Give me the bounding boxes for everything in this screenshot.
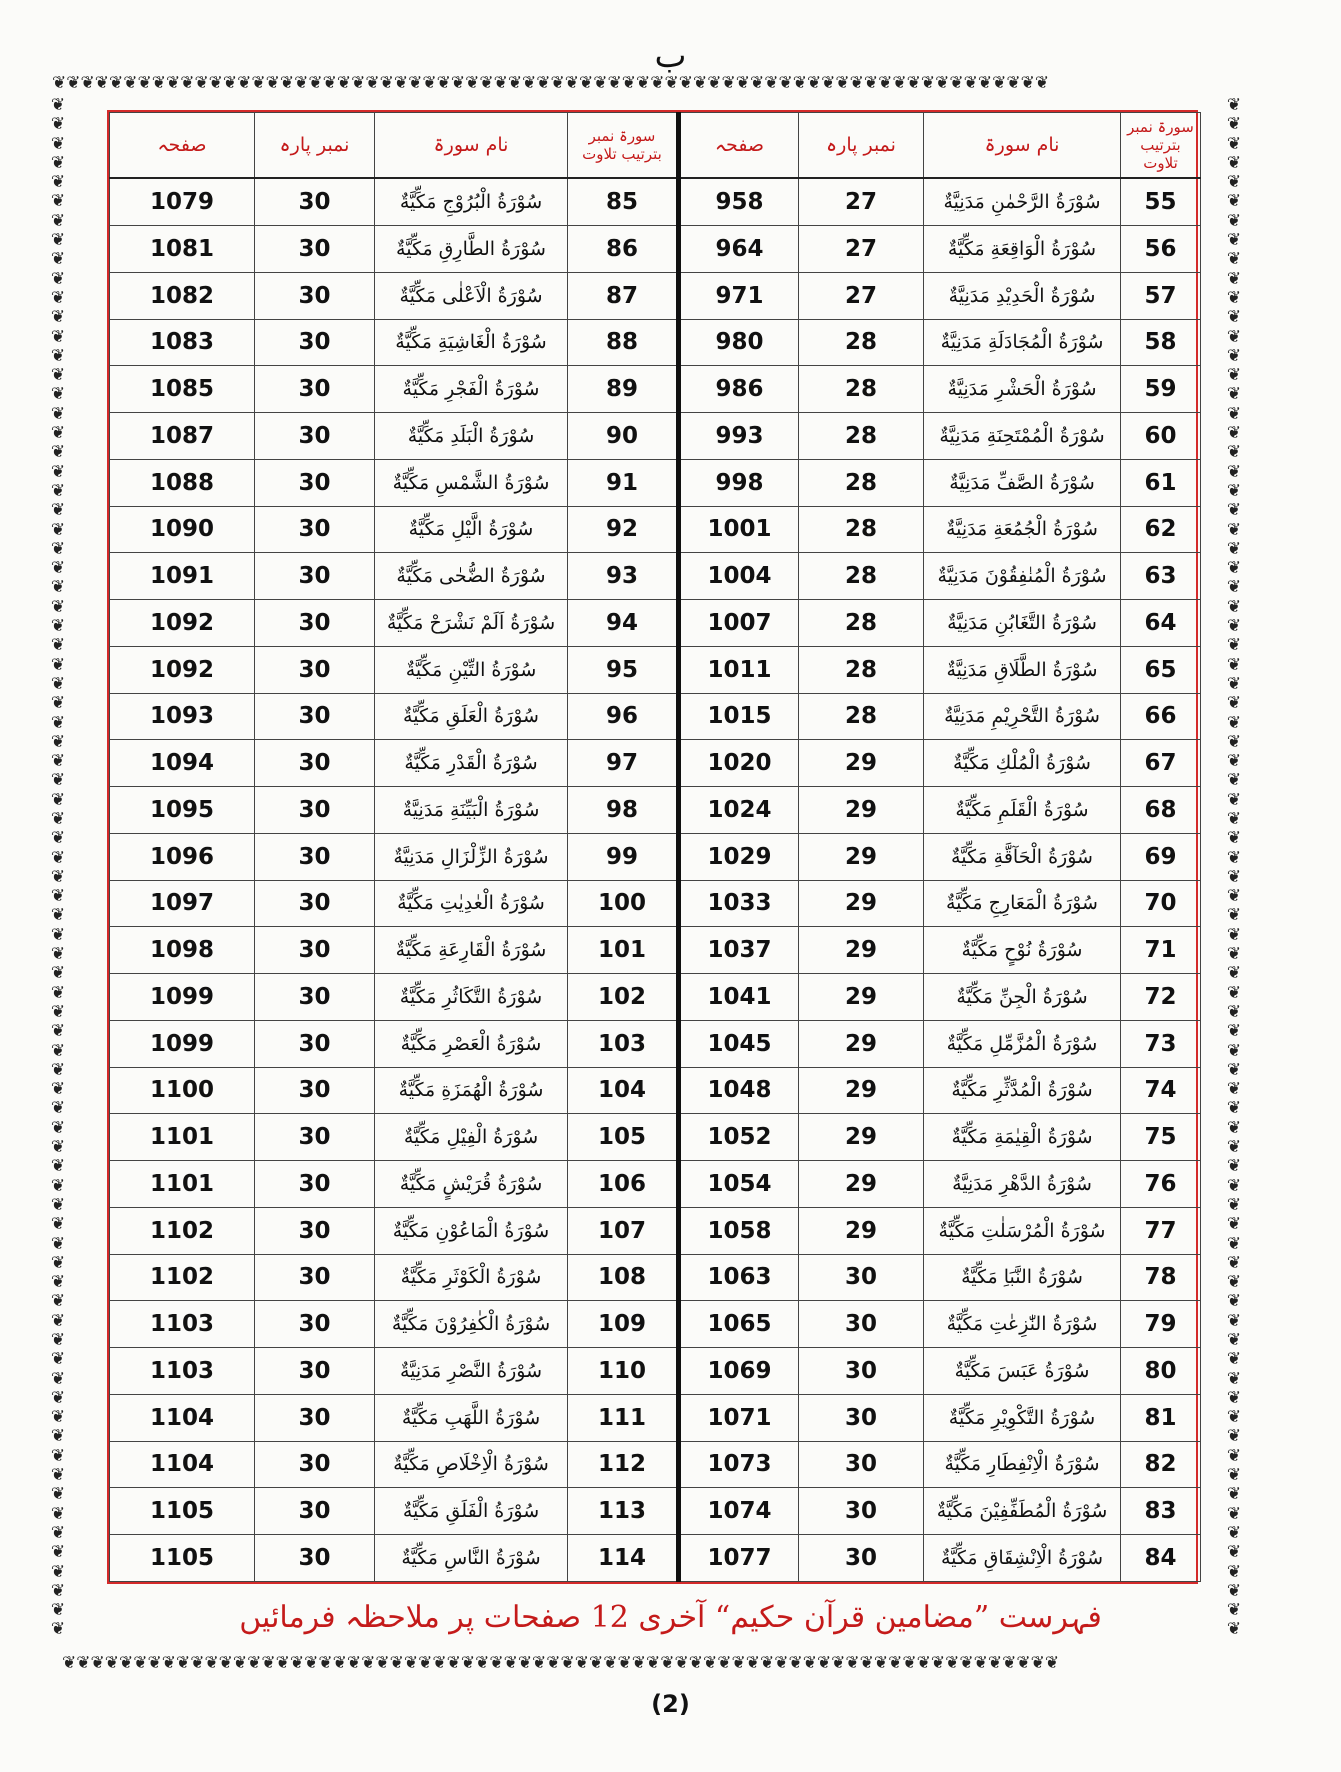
table-row <box>110 1067 1201 1114</box>
cell-name-left: سُوْرَةُ الْمَاعُوْنِ مَكِّيَّةٌ <box>375 1207 568 1254</box>
cell-para-right: 28 <box>799 693 924 740</box>
cell-name-left: سُوْرَةُ الْبَلَدِ مَكِّيَّةٌ <box>375 413 568 460</box>
cell-number-left: 109 <box>568 1301 679 1348</box>
cell-page-right: 1011 <box>679 646 799 693</box>
cell-page-left: 1104 <box>110 1441 255 1488</box>
cell-name-left: سُوْرَةُ الْكٰفِرُوْنَ مَكِّيَّةٌ <box>375 1301 568 1348</box>
cell-name-left: سُوْرَةُ الضُّحٰى مَكِّيَّةٌ <box>375 553 568 600</box>
cell-name-right: سُوْرَةُ التَّغَابُنِ مَدَنِيَّةٌ <box>924 600 1121 647</box>
cell-name-left: سُوْرَةُ الْقَدْرِ مَكِّيَّةٌ <box>375 740 568 787</box>
cell-page-left: 1079 <box>110 178 255 226</box>
cell-page-left: 1091 <box>110 553 255 600</box>
cell-number-left: 93 <box>568 553 679 600</box>
cell-name-left: سُوْرَةُ الْاَعْلٰى مَكِّيَّةٌ <box>375 272 568 319</box>
cell-number-left: 102 <box>568 974 679 1021</box>
table-row <box>110 693 1201 740</box>
cell-page-right: 964 <box>679 226 799 273</box>
table-row <box>110 1301 1201 1348</box>
table-row <box>110 553 1201 600</box>
cell-page-right: 1033 <box>679 880 799 927</box>
cell-para-right: 29 <box>799 740 924 787</box>
cell-para-right: 28 <box>799 413 924 460</box>
cell-number-right: 70 <box>1121 880 1201 927</box>
cell-name-left: سُوْرَةُ الْهُمَزَةِ مَكِّيَّةٌ <box>375 1067 568 1114</box>
cell-para-left: 30 <box>255 272 375 319</box>
cell-name-right: سُوْرَةُ الصَّفِّ مَدَنِيَّةٌ <box>924 459 1121 506</box>
cell-page-left: 1092 <box>110 600 255 647</box>
cell-para-right: 30 <box>799 1394 924 1441</box>
cell-name-right: سُوْرَةُ الْجِنِّ مَكِّيَّةٌ <box>924 974 1121 1021</box>
cell-para-left: 30 <box>255 506 375 553</box>
cell-number-right: 77 <box>1121 1207 1201 1254</box>
cell-para-left: 30 <box>255 1441 375 1488</box>
cell-para-left: 30 <box>255 1207 375 1254</box>
cell-para-right: 30 <box>799 1254 924 1301</box>
cell-name-left: سُوْرَةُ الْفَلَقِ مَكِّيَّةٌ <box>375 1488 568 1535</box>
cell-page-right: 993 <box>679 413 799 460</box>
table-header-row <box>110 113 1201 179</box>
cell-name-left: سُوْرَةُ الْكَوْثَرِ مَكِّيَّةٌ <box>375 1254 568 1301</box>
cell-page-left: 1095 <box>110 787 255 834</box>
cell-para-left: 30 <box>255 646 375 693</box>
cell-para-left: 30 <box>255 1348 375 1395</box>
table-row <box>110 459 1201 506</box>
cell-number-left: 100 <box>568 880 679 927</box>
table-row <box>110 1020 1201 1067</box>
cell-name-right: سُوْرَةُ عَبَسَ مَكِّيَّةٌ <box>924 1348 1121 1395</box>
cell-number-right: 68 <box>1121 787 1201 834</box>
cell-para-right: 27 <box>799 178 924 226</box>
cell-number-right: 67 <box>1121 740 1201 787</box>
table-row <box>110 1348 1201 1395</box>
header-name-right: نام سورۃ <box>924 113 1121 179</box>
cell-page-left: 1099 <box>110 1020 255 1067</box>
table-row <box>110 927 1201 974</box>
footer-note: فہرست ”مضامین قرآن حکیم“ آخری 12 صفحات پر ملاحظہ فرمائیں <box>239 1600 1102 1635</box>
cell-para-left: 30 <box>255 1161 375 1208</box>
cell-page-right: 958 <box>679 178 799 226</box>
cell-para-left: 30 <box>255 1488 375 1535</box>
header-para-right: نمبر پارہ <box>799 113 924 179</box>
cell-number-left: 89 <box>568 366 679 413</box>
bottom-ornament-border: ❦❦❦❦❦❦❦❦❦❦❦❦❦❦❦❦❦❦❦❦❦❦❦❦❦❦❦❦❦❦❦❦❦❦❦❦❦❦❦❦❦❦❦❦❦❦❦❦❦❦❦❦❦❦❦❦❦❦❦❦❦❦❦❦❦❦❦❦❦❦ <box>62 1653 1060 1673</box>
cell-number-left: 114 <box>568 1535 679 1582</box>
cell-page-left: 1097 <box>110 880 255 927</box>
cell-page-right: 1058 <box>679 1207 799 1254</box>
cell-name-left: سُوْرَةُ الْفِيْلِ مَكِّيَّةٌ <box>375 1114 568 1161</box>
cell-number-left: 112 <box>568 1441 679 1488</box>
cell-number-left: 106 <box>568 1161 679 1208</box>
cell-page-left: 1105 <box>110 1488 255 1535</box>
cell-para-left: 30 <box>255 366 375 413</box>
cell-name-right: سُوْرَةُ الْوَاقِعَةِ مَكِّيَّةٌ <box>924 226 1121 273</box>
cell-page-left: 1098 <box>110 927 255 974</box>
cell-para-right: 28 <box>799 506 924 553</box>
cell-number-left: 103 <box>568 1020 679 1067</box>
page-number: (2) <box>651 1690 690 1718</box>
cell-para-right: 29 <box>799 1207 924 1254</box>
cell-page-right: 1069 <box>679 1348 799 1395</box>
cell-name-right: سُوْرَةُ التَّكْوِيْرِ مَكِّيَّةٌ <box>924 1394 1121 1441</box>
cell-name-right: سُوْرَةُ الْحَآقَّةِ مَكِّيَّةٌ <box>924 833 1121 880</box>
table-row <box>110 1254 1201 1301</box>
cell-page-left: 1103 <box>110 1301 255 1348</box>
cell-para-left: 30 <box>255 1254 375 1301</box>
cell-name-left: سُوْرَةُ الْعَصْرِ مَكِّيَّةٌ <box>375 1020 568 1067</box>
cell-name-right: سُوْرَةُ الْقَلَمِ مَكِّيَّةٌ <box>924 787 1121 834</box>
cell-page-left: 1087 <box>110 413 255 460</box>
cell-para-right: 30 <box>799 1535 924 1582</box>
table-row <box>110 833 1201 880</box>
table-row <box>110 740 1201 787</box>
cell-para-left: 30 <box>255 927 375 974</box>
cell-number-right: 83 <box>1121 1488 1201 1535</box>
cell-page-right: 1052 <box>679 1114 799 1161</box>
cell-name-left: سُوْرَةُ النَّاسِ مَكِّيَّةٌ <box>375 1535 568 1582</box>
table-row <box>110 319 1201 366</box>
cell-name-left: سُوْرَةُ الْغَاشِيَةِ مَكِّيَّةٌ <box>375 319 568 366</box>
cell-para-right: 29 <box>799 1020 924 1067</box>
cell-page-left: 1090 <box>110 506 255 553</box>
cell-page-right: 1020 <box>679 740 799 787</box>
cell-number-right: 72 <box>1121 974 1201 1021</box>
cell-page-right: 1045 <box>679 1020 799 1067</box>
cell-para-left: 30 <box>255 1394 375 1441</box>
cell-para-left: 30 <box>255 553 375 600</box>
cell-para-right: 28 <box>799 600 924 647</box>
cell-name-right: سُوْرَةُ الدَّهْرِ مَدَنِيَّةٌ <box>924 1161 1121 1208</box>
cell-name-left: سُوْرَةُ النَّصْرِ مَدَنِيَّةٌ <box>375 1348 568 1395</box>
cell-name-right: سُوْرَةُ الْمُزَّمِّلِ مَكِّيَّةٌ <box>924 1020 1121 1067</box>
cell-name-left: سُوْرَةُ التَّكَاثُرِ مَكِّيَّةٌ <box>375 974 568 1021</box>
cell-number-left: 98 <box>568 787 679 834</box>
cell-para-right: 30 <box>799 1488 924 1535</box>
cell-number-right: 69 <box>1121 833 1201 880</box>
cell-name-right: سُوْرَةُ الْمُجَادَلَةِ مَدَنِيَّةٌ <box>924 319 1121 366</box>
table-row <box>110 1535 1201 1582</box>
cell-name-left: سُوْرَةُ الزِّلْزَالِ مَدَنِيَّةٌ <box>375 833 568 880</box>
cell-page-right: 1073 <box>679 1441 799 1488</box>
cell-name-right: سُوْرَةُ النَّبَاِ مَكِّيَّةٌ <box>924 1254 1121 1301</box>
cell-para-right: 29 <box>799 974 924 1021</box>
cell-number-left: 110 <box>568 1348 679 1395</box>
table-row <box>110 646 1201 693</box>
cell-name-right: سُوْرَةُ الْمُمْتَحِنَةِ مَدَنِيَّةٌ <box>924 413 1121 460</box>
cell-name-right: سُوْرَةُ الْمُرْسَلٰتِ مَكِّيَّةٌ <box>924 1207 1121 1254</box>
cell-page-right: 1063 <box>679 1254 799 1301</box>
cell-number-right: 78 <box>1121 1254 1201 1301</box>
cell-para-right: 29 <box>799 880 924 927</box>
cell-name-left: سُوْرَةُ الْاِخْلَاصِ مَكِّيَّةٌ <box>375 1441 568 1488</box>
cell-number-right: 64 <box>1121 600 1201 647</box>
cell-page-left: 1096 <box>110 833 255 880</box>
cell-para-left: 30 <box>255 319 375 366</box>
table-row <box>110 1161 1201 1208</box>
cell-number-right: 62 <box>1121 506 1201 553</box>
right-ornament-border: ❦❦❦❦❦❦❦❦❦❦❦❦❦❦❦❦❦❦❦❦❦❦❦❦❦❦❦❦❦❦❦❦❦❦❦❦❦❦❦❦❦❦❦❦❦❦❦❦❦❦❦❦❦❦❦❦❦❦❦❦❦❦❦❦❦❦❦❦❦❦❦❦❦❦❦❦❦❦❦❦ <box>1226 96 1242 1640</box>
cell-page-left: 1082 <box>110 272 255 319</box>
cell-para-right: 29 <box>799 833 924 880</box>
cell-name-right: سُوْرَةُ الْحَدِيْدِ مَدَنِيَّةٌ <box>924 272 1121 319</box>
cell-name-left: سُوْرَةُ الْقَارِعَةِ مَكِّيَّةٌ <box>375 927 568 974</box>
table-row <box>110 1394 1201 1441</box>
cell-page-right: 971 <box>679 272 799 319</box>
table-row <box>110 178 1201 226</box>
cell-number-left: 105 <box>568 1114 679 1161</box>
header-page-left: صفحہ <box>110 113 255 179</box>
cell-para-left: 30 <box>255 178 375 226</box>
cell-page-left: 1101 <box>110 1161 255 1208</box>
cell-page-right: 1077 <box>679 1535 799 1582</box>
cell-page-right: 986 <box>679 366 799 413</box>
cell-name-left: سُوْرَةُ التِّيْنِ مَكِّيَّةٌ <box>375 646 568 693</box>
cell-page-right: 1037 <box>679 927 799 974</box>
cell-number-left: 87 <box>568 272 679 319</box>
cell-name-right: سُوْرَةُ النّٰزِعٰتِ مَكِّيَّةٌ <box>924 1301 1121 1348</box>
cell-page-left: 1102 <box>110 1207 255 1254</box>
cell-name-left: سُوْرَةُ اللَّهَبِ مَكِّيَّةٌ <box>375 1394 568 1441</box>
cell-number-right: 56 <box>1121 226 1201 273</box>
header-para-left: نمبر پارہ <box>255 113 375 179</box>
cell-number-right: 71 <box>1121 927 1201 974</box>
left-ornament-border: ❦❦❦❦❦❦❦❦❦❦❦❦❦❦❦❦❦❦❦❦❦❦❦❦❦❦❦❦❦❦❦❦❦❦❦❦❦❦❦❦❦❦❦❦❦❦❦❦❦❦❦❦❦❦❦❦❦❦❦❦❦❦❦❦❦❦❦❦❦❦❦❦❦❦❦❦❦❦❦❦ <box>50 96 66 1640</box>
cell-number-right: 59 <box>1121 366 1201 413</box>
header-number-right: سورۃ نمبر بترتیب تلاوت <box>1121 113 1201 179</box>
cell-name-left: سُوْرَةُ الْعَلَقِ مَكِّيَّةٌ <box>375 693 568 740</box>
cell-para-left: 30 <box>255 693 375 740</box>
cell-para-right: 30 <box>799 1301 924 1348</box>
table-row <box>110 1207 1201 1254</box>
cell-page-left: 1085 <box>110 366 255 413</box>
cell-number-right: 73 <box>1121 1020 1201 1067</box>
cell-para-right: 28 <box>799 646 924 693</box>
cell-name-left: سُوْرَةُ الْبُرُوْجِ مَكِّيَّةٌ <box>375 178 568 226</box>
cell-para-right: 29 <box>799 1114 924 1161</box>
cell-page-left: 1104 <box>110 1394 255 1441</box>
cell-para-right: 28 <box>799 459 924 506</box>
top-ornament-border: ❦❦❦❦❦❦❦❦❦❦❦❦❦❦❦❦❦❦❦❦❦❦❦❦❦❦❦❦❦❦❦❦❦❦❦❦❦❦❦❦❦❦❦❦❦❦❦❦❦❦❦❦❦❦❦❦❦❦❦❦❦❦❦❦❦❦❦❦❦❦ <box>52 73 1050 93</box>
cell-number-right: 81 <box>1121 1394 1201 1441</box>
page-letter: ب <box>654 36 687 76</box>
table-row <box>110 974 1201 1021</box>
cell-number-left: 101 <box>568 927 679 974</box>
cell-para-left: 30 <box>255 740 375 787</box>
table-row <box>110 366 1201 413</box>
cell-number-left: 107 <box>568 1207 679 1254</box>
cell-name-right: سُوْرَةُ التَّحْرِيْمِ مَدَنِيَّةٌ <box>924 693 1121 740</box>
cell-name-left: سُوْرَةُ الْبَيِّنَةِ مَدَنِيَّةٌ <box>375 787 568 834</box>
cell-para-left: 30 <box>255 787 375 834</box>
cell-page-right: 1048 <box>679 1067 799 1114</box>
cell-para-right: 28 <box>799 553 924 600</box>
cell-para-right: 30 <box>799 1441 924 1488</box>
cell-name-right: سُوْرَةُ نُوْحٍ مَكِّيَّةٌ <box>924 927 1121 974</box>
cell-para-right: 29 <box>799 1161 924 1208</box>
cell-para-left: 30 <box>255 1535 375 1582</box>
cell-name-left: سُوْرَةُ قُرَيْشٍ مَكِّيَّةٌ <box>375 1161 568 1208</box>
cell-number-left: 111 <box>568 1394 679 1441</box>
cell-para-left: 30 <box>255 974 375 1021</box>
cell-number-right: 60 <box>1121 413 1201 460</box>
cell-para-right: 29 <box>799 787 924 834</box>
cell-number-left: 94 <box>568 600 679 647</box>
cell-name-right: سُوْرَةُ الْمُنٰفِقُوْنَ مَدَنِيَّةٌ <box>924 553 1121 600</box>
table-row <box>110 600 1201 647</box>
cell-page-left: 1081 <box>110 226 255 273</box>
cell-para-right: 29 <box>799 1067 924 1114</box>
cell-para-left: 30 <box>255 1114 375 1161</box>
header-name-left: نام سورۃ <box>375 113 568 179</box>
cell-number-right: 84 <box>1121 1535 1201 1582</box>
cell-number-right: 75 <box>1121 1114 1201 1161</box>
cell-name-right: سُوْرَةُ الْمَعَارِجِ مَكِّيَّةٌ <box>924 880 1121 927</box>
cell-page-right: 1024 <box>679 787 799 834</box>
table-row <box>110 506 1201 553</box>
table-row <box>110 272 1201 319</box>
cell-number-right: 82 <box>1121 1441 1201 1488</box>
cell-name-left: سُوْرَةُ الَّيْلِ مَكِّيَّةٌ <box>375 506 568 553</box>
cell-number-right: 58 <box>1121 319 1201 366</box>
cell-page-right: 1029 <box>679 833 799 880</box>
cell-page-left: 1083 <box>110 319 255 366</box>
cell-name-right: سُوْرَةُ الرَّحْمٰنِ مَدَنِيَّةٌ <box>924 178 1121 226</box>
cell-para-left: 30 <box>255 459 375 506</box>
table-row <box>110 413 1201 460</box>
cell-para-right: 27 <box>799 226 924 273</box>
cell-page-left: 1088 <box>110 459 255 506</box>
cell-number-left: 99 <box>568 833 679 880</box>
cell-name-right: سُوْرَةُ الطَّلَاقِ مَدَنِيَّةٌ <box>924 646 1121 693</box>
cell-number-right: 80 <box>1121 1348 1201 1395</box>
cell-page-left: 1102 <box>110 1254 255 1301</box>
header-number-left: سورۃ نمبر بترتیب تلاوت <box>568 113 679 179</box>
cell-para-right: 30 <box>799 1348 924 1395</box>
surah-index-table <box>107 110 1198 1584</box>
cell-page-left: 1092 <box>110 646 255 693</box>
cell-name-right: سُوْرَةُ الْاِنْفِطَارِ مَكِّيَّةٌ <box>924 1441 1121 1488</box>
table-row <box>110 226 1201 273</box>
cell-para-left: 30 <box>255 413 375 460</box>
cell-number-right: 57 <box>1121 272 1201 319</box>
cell-page-right: 980 <box>679 319 799 366</box>
cell-page-right: 1007 <box>679 600 799 647</box>
cell-number-left: 104 <box>568 1067 679 1114</box>
cell-page-left: 1093 <box>110 693 255 740</box>
table-row <box>110 1441 1201 1488</box>
cell-number-left: 96 <box>568 693 679 740</box>
cell-page-left: 1099 <box>110 974 255 1021</box>
cell-number-left: 108 <box>568 1254 679 1301</box>
cell-number-left: 88 <box>568 319 679 366</box>
table-row <box>110 787 1201 834</box>
cell-para-left: 30 <box>255 880 375 927</box>
cell-page-right: 1065 <box>679 1301 799 1348</box>
cell-page-left: 1100 <box>110 1067 255 1114</box>
table-row <box>110 880 1201 927</box>
cell-name-right: سُوْرَةُ الْمُلْكِ مَكِّيَّةٌ <box>924 740 1121 787</box>
cell-number-left: 95 <box>568 646 679 693</box>
cell-page-left: 1094 <box>110 740 255 787</box>
cell-number-right: 61 <box>1121 459 1201 506</box>
cell-para-right: 29 <box>799 927 924 974</box>
cell-page-right: 1054 <box>679 1161 799 1208</box>
cell-para-right: 28 <box>799 366 924 413</box>
cell-para-right: 27 <box>799 272 924 319</box>
cell-name-right: سُوْرَةُ الْقِيٰمَةِ مَكِّيَّةٌ <box>924 1114 1121 1161</box>
cell-number-right: 79 <box>1121 1301 1201 1348</box>
cell-page-right: 1001 <box>679 506 799 553</box>
cell-name-right: سُوْرَةُ الْجُمُعَةِ مَدَنِيَّةٌ <box>924 506 1121 553</box>
table-row <box>110 1114 1201 1161</box>
cell-para-left: 30 <box>255 833 375 880</box>
cell-page-right: 1004 <box>679 553 799 600</box>
cell-number-right: 65 <box>1121 646 1201 693</box>
cell-number-left: 91 <box>568 459 679 506</box>
cell-number-left: 85 <box>568 178 679 226</box>
cell-name-left: سُوْرَةُ الطَّارِقِ مَكِّيَّةٌ <box>375 226 568 273</box>
cell-number-left: 86 <box>568 226 679 273</box>
cell-para-left: 30 <box>255 1020 375 1067</box>
cell-page-right: 1071 <box>679 1394 799 1441</box>
cell-number-left: 90 <box>568 413 679 460</box>
cell-page-right: 998 <box>679 459 799 506</box>
header-page-right: صفحہ <box>679 113 799 179</box>
cell-name-right: سُوْرَةُ الْاِنْشِقَاقِ مَكِّيَّةٌ <box>924 1535 1121 1582</box>
cell-para-left: 30 <box>255 1067 375 1114</box>
cell-number-left: 113 <box>568 1488 679 1535</box>
cell-number-right: 74 <box>1121 1067 1201 1114</box>
cell-number-right: 76 <box>1121 1161 1201 1208</box>
cell-name-right: سُوْرَةُ الْمُطَفِّفِيْنَ مَكِّيَّةٌ <box>924 1488 1121 1535</box>
cell-page-right: 1041 <box>679 974 799 1021</box>
cell-name-right: سُوْرَةُ الْحَشْرِ مَدَنِيَّةٌ <box>924 366 1121 413</box>
cell-para-left: 30 <box>255 226 375 273</box>
cell-para-right: 28 <box>799 319 924 366</box>
table-row <box>110 1488 1201 1535</box>
cell-page-right: 1074 <box>679 1488 799 1535</box>
cell-number-left: 92 <box>568 506 679 553</box>
cell-name-left: سُوْرَةُ الشَّمْسِ مَكِّيَّةٌ <box>375 459 568 506</box>
cell-number-right: 66 <box>1121 693 1201 740</box>
cell-name-left: سُوْرَةُ الْفَجْرِ مَكِّيَّةٌ <box>375 366 568 413</box>
cell-number-left: 97 <box>568 740 679 787</box>
cell-page-left: 1103 <box>110 1348 255 1395</box>
cell-number-right: 55 <box>1121 178 1201 226</box>
cell-name-right: سُوْرَةُ الْمُدَّثِّرِ مَكِّيَّةٌ <box>924 1067 1121 1114</box>
cell-page-left: 1105 <box>110 1535 255 1582</box>
cell-page-left: 1101 <box>110 1114 255 1161</box>
cell-name-left: سُوْرَةُ اَلَمْ نَشْرَحْ مَكِّيَّةٌ <box>375 600 568 647</box>
cell-name-left: سُوْرَةُ الْعٰدِيٰتِ مَكِّيَّةٌ <box>375 880 568 927</box>
cell-page-right: 1015 <box>679 693 799 740</box>
cell-para-left: 30 <box>255 1301 375 1348</box>
cell-number-right: 63 <box>1121 553 1201 600</box>
cell-para-left: 30 <box>255 600 375 647</box>
